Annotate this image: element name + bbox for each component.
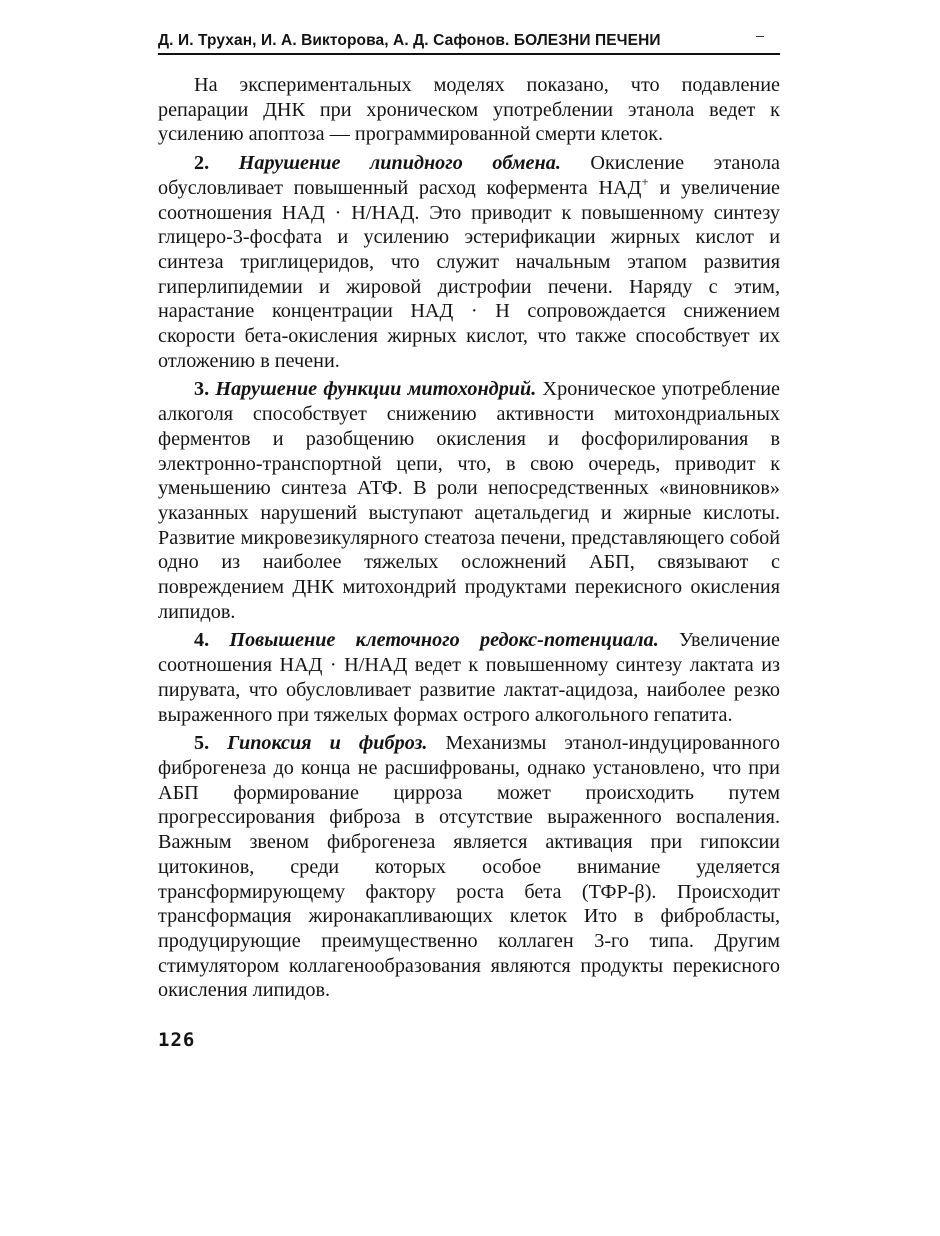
header-mark <box>756 36 764 37</box>
superscript-plus: + <box>641 173 649 189</box>
running-title: Д. И. Трухан, И. А. Викторова, А. Д. Сафонов. БОЛЕЗНИ ПЕЧЕНИ <box>158 32 661 49</box>
item-text: Хроническое употребление алкоголя способствует снижению активности митохондриальных ферментов и разобщению окисления и фосфорилирования в электронно-транспортной цепи, что, в свою очередь, приводит к уменьшению синтеза АТФ. В роли непосредственных «виновников» указанных нарушений выступают ацетальдегид и жирные кислоты. Развитие микровезикулярного стеатоза печени, представляющего собой одно из наиболее тяжелых осложнений АБП, связывают с повреждением ДНК митохондрий продуктами перекисного окисления липидов. <box>158 378 781 623</box>
item-number: 5. <box>194 732 210 755</box>
paragraph-hypoxia-fibrosis <box>158 731 780 1003</box>
running-head <box>158 30 780 52</box>
header-rule <box>158 53 780 55</box>
item-text: Увеличение соотношения НАД · Н/НАД ведет к повышенному синтезу лактата из пирувата, что обусловливает развитие лактат-ацидоза, наиболее резко выраженного при тяжелых формах острого алкогольного гепатита. <box>158 629 780 726</box>
paragraph-lipid-metabolism <box>158 151 780 373</box>
item-heading: Нарушение функции митохондрий. <box>215 378 537 401</box>
item-number: 3. <box>194 378 210 401</box>
paragraph-intro: На экспериментальных моделях показано, что подавление репарации ДНК при хроническом употреблении этанола ведет к усилению апоптоза — программированной смерти клеток. <box>158 74 780 146</box>
page-body <box>158 73 780 1007</box>
item-number: 2. <box>194 152 210 175</box>
page-number: 126 <box>158 1029 196 1051</box>
paragraph-mitochondria <box>158 377 780 624</box>
paragraph-redox <box>158 628 780 727</box>
item-text: Окисление этанола обусловливает повышенный расход кофермента НАД <box>158 152 781 199</box>
item-heading: Повышение клеточного редокс-потенциала. <box>229 629 659 652</box>
item-number: 4. <box>194 629 210 652</box>
item-text: и увеличение соотношения НАД · Н/НАД. Это приводит к повышенному синтезу глицеро-3-фосфата и усилению эстерификации жирных кислот и синтеза триглицеридов, что служит начальным этапом развития гиперлипидемии и жировой дистрофии печени. Наряду с этим, нарастание концентрации НАД · Н сопровождается снижением скорости бета-окисления жирных кислот, что также способствует их отложению в печени. <box>158 176 780 372</box>
item-text: Механизмы этанол-индуцированного фиброгенеза до конца не расшифрованы, однако установлено, что при АБП формирование цирроза может происходить путем прогрессирования фиброза в отсутствие выраженного воспаления. Важным звеном фиброгенеза является активация при гипоксии цитокинов, среди которых особое внимание уделяется трансформирующему фактору роста бета (ТФР-β). Происходит трансформация жиронакапливающих клеток Ито в фибробласты, продуцирующие преимущественно коллаген 3-го типа. Другим стимулятором коллагенообразования являются продукты перекисного окисления липидов. <box>158 732 781 1002</box>
item-heading: Нарушение липидного обмена. <box>238 152 561 175</box>
item-heading: Гипоксия и фиброз. <box>227 732 428 755</box>
